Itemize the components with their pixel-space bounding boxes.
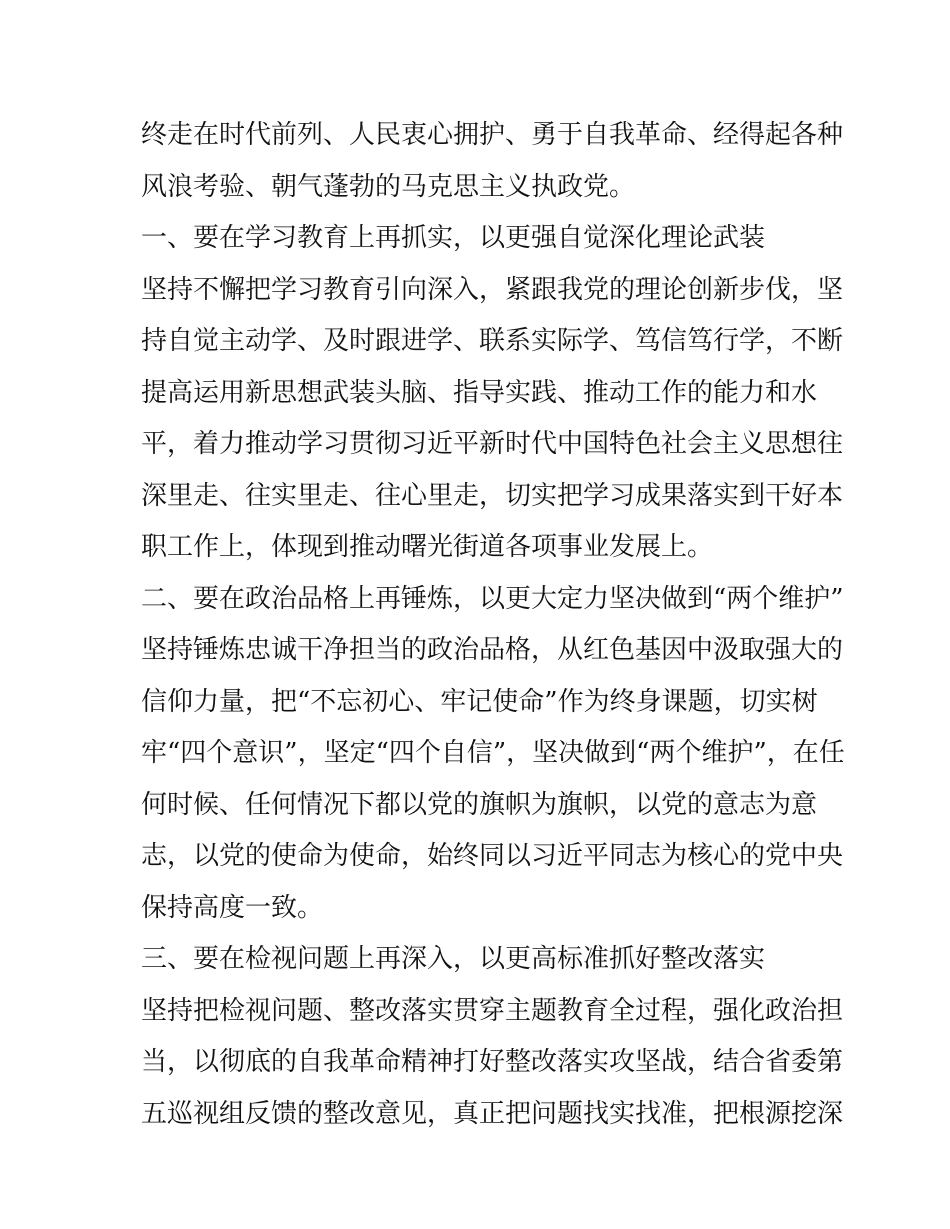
text-line: 平，着力推动学习贯彻习近平新时代中国特色社会主义思想往	[141, 429, 844, 459]
document-body	[141, 110, 845, 1140]
section-heading: 一、要在学习教育上再抓实，以更强自觉深化理论武装	[141, 223, 766, 253]
text-line: 终走在时代前列、人民衷心拥护、勇于自我革命、经得起各种	[141, 120, 844, 150]
text-line: 风浪考验、朝气蓬勃的马克思主义执政党。	[141, 171, 636, 202]
text-line: 坚持锤炼忠诚干净担当的政治品格，从红色基因中汲取强大的	[141, 635, 844, 665]
text-line: 保持高度一致。	[141, 892, 324, 923]
text-line: 志，以党的使命为使命，始终同以习近平同志为核心的党中央	[141, 841, 844, 871]
text-line: 深里走、往实里走、往心里走，切实把学习成果落实到干好本	[141, 480, 844, 511]
text-line: 持自觉主动学、及时跟进学、联系实际学、笃信笃行学，不断	[141, 326, 844, 356]
text-line: 提高运用新思想武装头脑、指导实践、推动工作的能力和水	[141, 377, 818, 408]
section-heading: 三、要在检视问题上再深入，以更高标准抓好整改落实	[141, 944, 766, 974]
text-line: 五巡视组反馈的整改意见，真正把问题找实找准，把根源挖深	[141, 1098, 844, 1129]
text-line: 当，以彻底的自我革命精神打好整改落实攻坚战，结合省委第	[141, 1047, 844, 1077]
text-line: 坚持不懈把学习教育引向深入，紧跟我党的理论创新步伐，坚	[141, 274, 844, 305]
text-line: 牢“四个意识”，坚定“四个自信”，坚决做到“两个维护”，在任	[141, 738, 845, 768]
text-line: 何时候、任何情况下都以党的旗帜为旗帜，以党的意志为意	[141, 789, 818, 820]
text-line: 职工作上，体现到推动曙光街道各项事业发展上。	[141, 532, 714, 562]
section-heading: 二、要在政治品格上再锤炼，以更大定力坚决做到“两个维护”	[141, 583, 844, 614]
text-line: 信仰力量，把“不忘初心、牢记使命”作为终身课题，切实树	[141, 686, 818, 717]
text-line: 坚持把检视问题、整改落实贯穿主题教育全过程，强化政治担	[141, 995, 844, 1026]
